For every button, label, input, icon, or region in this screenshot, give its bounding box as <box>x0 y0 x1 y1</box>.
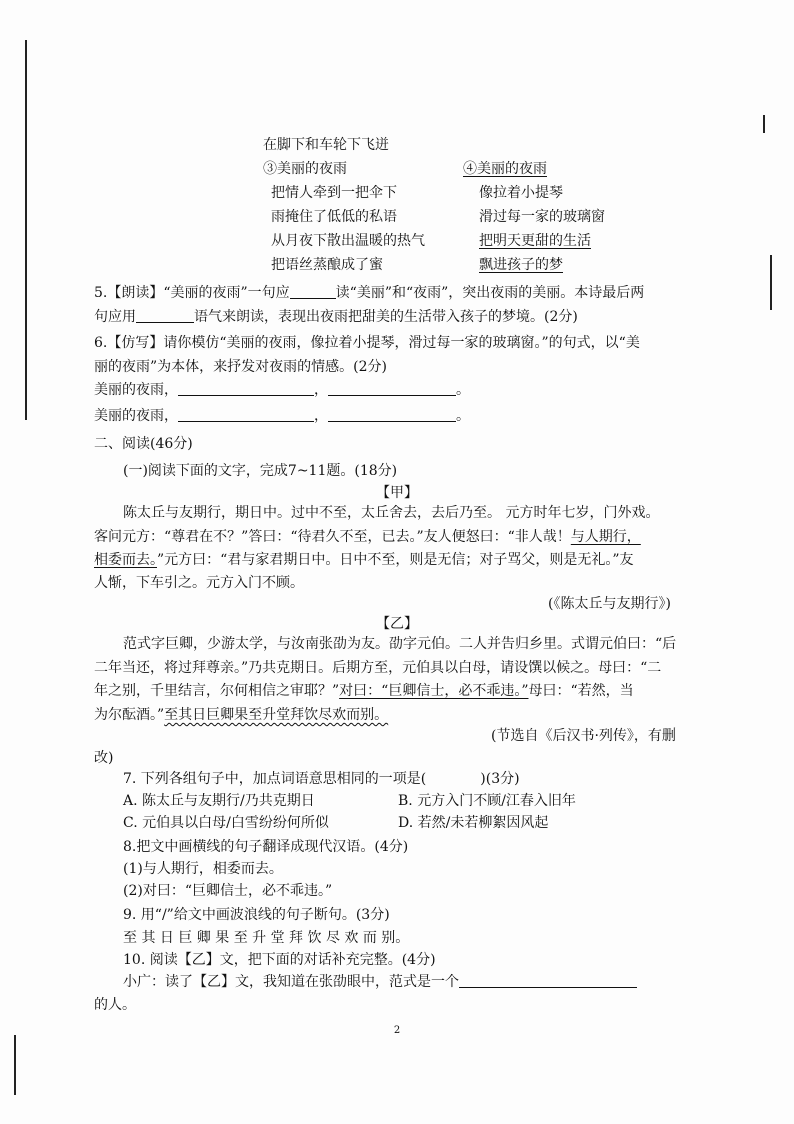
passage-text: 母曰：“若然，当 <box>528 683 634 699</box>
passage-yi-line: 范式字巨卿，少游太学，与汝南张劭为友。劭字元伯。二人并告归乡里。式谓元伯曰：“后 <box>123 636 677 652</box>
answer-blank[interactable] <box>290 284 336 299</box>
answer-end: 。 <box>456 382 470 398</box>
question-5-text: 读“美丽”和“夜雨”，突出夜雨的美丽。本诗最后两 <box>335 285 645 301</box>
answer-blank[interactable] <box>328 381 456 396</box>
poem-col4-line: 飘进孩子的梦 <box>479 257 563 273</box>
passage-yi-source: (节选自《后汉书·列传》，有删 <box>491 728 676 744</box>
answer-comma: ， <box>314 408 328 424</box>
poem-col3-line: 雨掩住了低低的私语 <box>271 209 397 225</box>
passage-jia-source: (《陈太丘与友期行》) <box>548 596 671 612</box>
question-7-text: )(3分) <box>480 771 520 787</box>
question-8-sentence-1: (1)与人期行，相委而去。 <box>123 861 283 877</box>
answer-end: 。 <box>456 408 470 424</box>
scan-left-border-lower <box>14 1035 16 1095</box>
question-7-text: 7. 下列各组句子中，加点词语意思相同的一项是( <box>123 771 427 787</box>
question-9-sentence: 至 其 日 巨 卿 果 至 升 堂 拜 饮 尽 欢 而 别。 <box>123 930 410 946</box>
passage-yi-line <box>94 705 388 725</box>
answer-blank[interactable] <box>136 308 194 323</box>
question-10-dialogue-cont: 的人。 <box>94 997 136 1013</box>
scan-right-mark <box>770 255 772 310</box>
question-6-stem-cont: 丽的夜雨”为本体，来抒发对夜雨的情感。(2分) <box>94 359 387 375</box>
question-9-stem: 9. 用“/”给文中画波浪线的句子断句。(3分) <box>123 907 390 923</box>
passage-label-jia: 【甲】 <box>376 485 418 501</box>
answer-prefix: 美丽的夜雨， <box>94 382 178 398</box>
question-6-answer-line <box>94 406 470 426</box>
wavy-underlined-sentence: 至其日巨卿果至升堂拜饮尽欢而别。 <box>164 707 389 723</box>
page-number: 2 <box>393 1025 401 1036</box>
question-8-sentence-2: (2)对曰：“巨卿信士，必不乖违。” <box>123 883 333 899</box>
question-8-stem: 8.把文中画横线的句子翻译成现代汉语。(4分) <box>123 839 409 855</box>
poem-col4-line: 像拉着小提琴 <box>479 185 563 201</box>
answer-comma: ， <box>314 382 328 398</box>
question-5-line1 <box>94 283 644 303</box>
question-5-line2 <box>94 307 578 327</box>
answer-blank[interactable] <box>178 407 314 422</box>
passage-jia-line <box>94 527 641 547</box>
poem-col3-line: 把语丝蒸酿成了蜜 <box>271 257 383 273</box>
passage-label-yi: 【乙】 <box>376 616 418 632</box>
poem-line: 在脚下和车轮下飞迸 <box>263 137 389 153</box>
poem-col3-line: 把情人牵到一把伞下 <box>271 185 397 201</box>
answer-blank[interactable] <box>178 381 314 396</box>
underlined-sentence: 相委而去。 <box>94 552 157 568</box>
poem-col3-line: 从月夜下散出温暖的热气 <box>271 233 425 249</box>
passage-text: ”元方曰：“君与家君期日中。日中不至，则是无信；对子骂父，则是无礼。”友 <box>157 552 634 568</box>
option-d: D. 若然/未若柳絮因风起 <box>398 815 549 831</box>
question-10-stem: 10. 阅读【乙】文，把下面的对话补充完整。(4分) <box>123 952 436 968</box>
passage-yi-line: 二年当还，将过拜尊亲。”乃共克期日。后期方至，元伯具以白母，请设馔以候之。母曰：“二 <box>94 660 662 676</box>
scan-left-border <box>25 40 27 420</box>
passage-text: 客问元方：“尊君在不？”答曰：“待君久不至，已去。”友人便怒曰：“非人哉！ <box>94 529 571 545</box>
question-5-text: 句应用 <box>94 309 136 325</box>
answer-blank[interactable] <box>459 973 637 988</box>
passage-yi-line <box>94 681 634 701</box>
passage-jia-line: 人惭，下车引之。元方入门不顾。 <box>94 575 304 591</box>
answer-blank[interactable] <box>328 407 456 422</box>
poem-col4-line: 把明天更甜的生活 <box>479 233 591 249</box>
option-b: B. 元方入门不顾/江春入旧年 <box>398 793 576 809</box>
answer-prefix: 美丽的夜雨， <box>94 408 178 424</box>
dialogue-text: 小广：读了【乙】文，我知道在张劭眼中，范式是一个 <box>123 974 459 990</box>
poem-col4-title: ④美丽的夜雨 <box>463 161 547 177</box>
passage-text: 为尔酝酒。” <box>94 707 165 723</box>
question-6-answer-line <box>94 380 470 400</box>
question-7-stem <box>123 769 520 789</box>
question-5-text: 5.【朗读】“美丽的夜雨”一句应 <box>94 285 290 301</box>
passage-yi-source-cont: 改) <box>94 750 114 766</box>
question-5-text: 语气来朗读，表现出夜雨把甜美的生活带入孩子的梦境。(2分) <box>194 309 578 325</box>
option-a: A. 陈太丘与友期行/乃共克期日 <box>123 793 315 809</box>
passage-jia-line <box>94 550 633 570</box>
poem-col4-line: 滑过每一家的玻璃窗 <box>479 209 605 225</box>
passage-text: 年之别，千里结言，尔何相信之审耶？” <box>94 683 340 699</box>
underlined-sentence: 对曰：“巨卿信士，必不乖违。” <box>339 683 529 699</box>
section-subheading: (一)阅读下面的文字，完成7~11题。(18分) <box>123 463 398 479</box>
poem-col3-title: ③美丽的夜雨 <box>263 161 347 177</box>
passage-jia-line: 陈太丘与友期行，期日中。过中不至，太丘舍去，去后乃至。 元方时年七岁，门外戏。 <box>123 505 660 521</box>
scan-right-mark-2 <box>763 115 765 133</box>
question-10-dialogue <box>123 972 637 992</box>
section-heading: 二、阅读(46分) <box>94 436 193 452</box>
question-6-stem: 6.【仿写】请你模仿“美丽的夜雨，像拉着小提琴，滑过每一家的玻璃窗。”的句式，以“美 <box>94 335 640 351</box>
option-c: C. 元伯具以白母/白雪纷纷何所似 <box>123 815 329 831</box>
underlined-sentence: 与人期行， <box>570 529 641 545</box>
